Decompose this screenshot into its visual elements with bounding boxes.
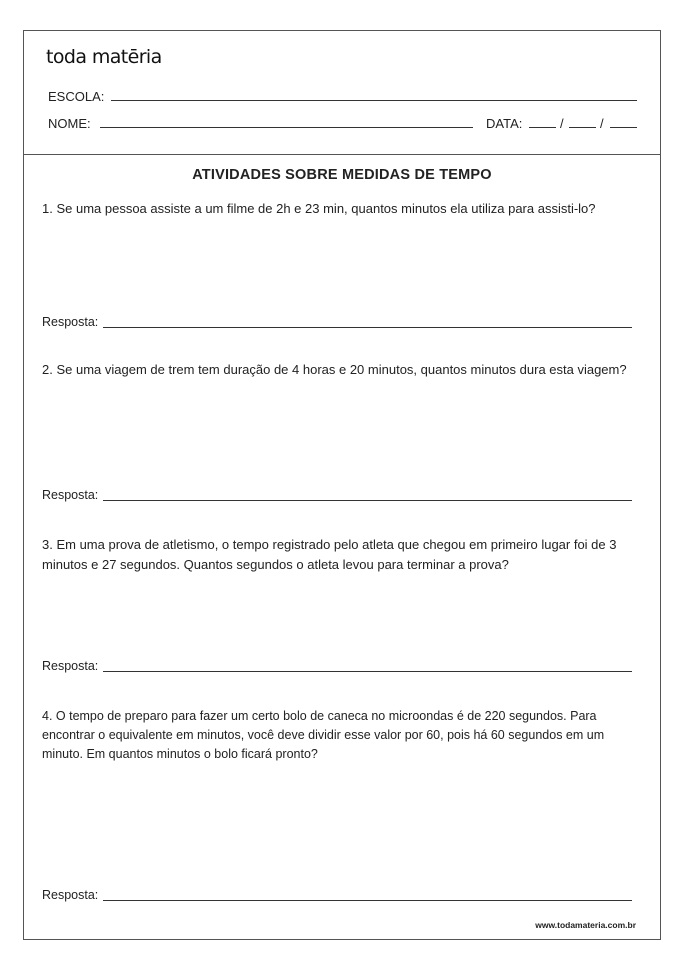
date-separator: / <box>600 116 604 131</box>
school-label: ESCOLA: <box>48 89 105 104</box>
answer-line-4[interactable] <box>103 900 632 901</box>
question-2: 2. Se uma viagem de trem tem duração de 4 horas e 20 minutos, quantos minutos dura esta viagem? <box>42 362 627 377</box>
date-month-field[interactable] <box>569 127 596 128</box>
date-label: DATA: <box>486 116 523 131</box>
worksheet-page <box>23 30 661 940</box>
school-field[interactable] <box>111 100 637 101</box>
answer-label-3: Resposta: <box>42 659 99 673</box>
answer-label-1: Resposta: <box>42 315 99 329</box>
brand-logo: toda matēria <box>46 46 162 68</box>
date-separator: / <box>560 116 564 131</box>
worksheet-title: ATIVIDADES SOBRE MEDIDAS DE TEMPO <box>192 167 492 183</box>
answer-line-1[interactable] <box>103 327 632 328</box>
worksheet-header <box>24 31 660 155</box>
date-year-field[interactable] <box>610 127 637 128</box>
name-label: NOME: <box>48 116 91 131</box>
website-footer: www.todamateria.com.br <box>535 920 636 930</box>
answer-label-4: Resposta: <box>42 888 99 902</box>
question-4: 4. O tempo de preparo para fazer um certo bolo de caneca no microondas é de 220 segundos. Para encontrar o equivalente em minutos, você deve dividir esse valor por 60, pois há 60 segundos em um minuto. Em quantos minutos o bolo ficará pronto? <box>42 709 605 761</box>
answer-line-2[interactable] <box>103 500 632 501</box>
name-field[interactable] <box>100 127 473 128</box>
question-1: 1. Se uma pessoa assiste a um filme de 2h e 23 min, quantos minutos ela utiliza para assisti-lo? <box>42 201 596 216</box>
date-day-field[interactable] <box>529 127 556 128</box>
answer-label-2: Resposta: <box>42 488 99 502</box>
answer-line-3[interactable] <box>103 671 632 672</box>
question-3: 3. Em uma prova de atletismo, o tempo registrado pelo atleta que chegou em primeiro lugar foi de 3 minutos e 27 segundos. Quantos segundos o atleta levou para terminar a prova? <box>42 537 617 572</box>
